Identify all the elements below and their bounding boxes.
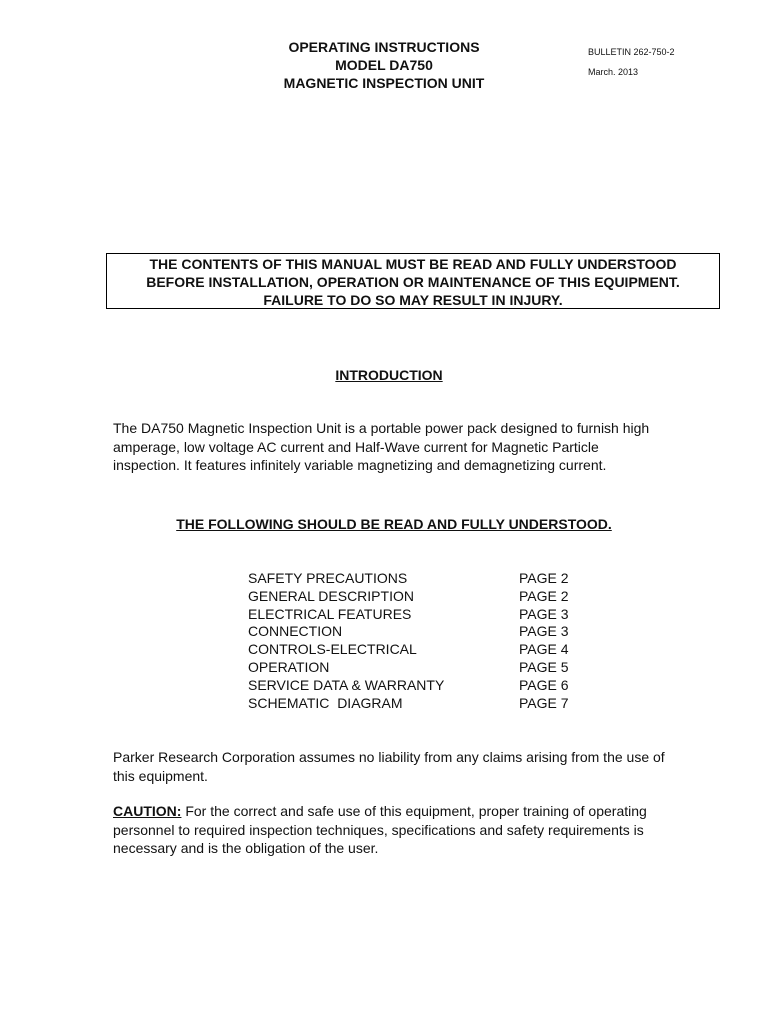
document-title xyxy=(230,38,538,92)
toc-page-number: PAGE 3 xyxy=(519,605,569,622)
toc-page-number: PAGE 3 xyxy=(519,623,569,640)
toc-row-controls-electrical xyxy=(248,641,608,659)
warning-box xyxy=(106,253,720,309)
toc-section-label: CONNECTION xyxy=(248,623,343,640)
toc-page-number: PAGE 5 xyxy=(519,658,569,675)
introduction-line-1: The DA750 Magnetic Inspection Unit is a portable power pack designed to furnish high xyxy=(113,420,650,436)
caution-paragraph xyxy=(113,802,733,858)
caution-label: CAUTION: xyxy=(113,803,182,819)
introduction-line-3: inspection. It features infinitely variable magnetizing and demagnetizing current. xyxy=(113,457,607,473)
title-line-operating-instructions: OPERATING INSTRUCTIONS xyxy=(288,39,480,55)
toc-page-number: PAGE 6 xyxy=(519,676,569,693)
caution-text-start: For the correct and safe use of this equipment, proper training of operating xyxy=(181,803,647,819)
toc-page-number: PAGE 4 xyxy=(519,641,569,658)
toc-section-label: SERVICE DATA & WARRANTY xyxy=(248,676,445,693)
toc-section-label: SCHEMATIC DIAGRAM xyxy=(248,694,403,711)
liability-line-2: this equipment. xyxy=(113,767,208,784)
following-heading: THE FOLLOWING SHOULD BE READ AND FULLY UNDERSTOOD. xyxy=(176,516,612,532)
toc-section-label: SAFETY PRECAUTIONS xyxy=(248,570,408,586)
liability-paragraph xyxy=(113,748,733,785)
toc-section-label: GENERAL DESCRIPTION xyxy=(248,587,414,604)
warning-line-1: THE CONTENTS OF THIS MANUAL MUST BE READ AND FULLY UNDERSTOOD xyxy=(149,256,677,272)
toc-row-service-data-warranty xyxy=(248,677,608,695)
toc-section-label: ELECTRICAL FEATURES xyxy=(248,605,412,622)
toc-row-schematic-diagram xyxy=(248,695,608,713)
bulletin-info xyxy=(588,42,675,82)
toc-row-safety-precautions xyxy=(248,570,608,588)
bulletin-number: BULLETIN 262-750-2 xyxy=(588,47,675,57)
bulletin-date: March. 2013 xyxy=(588,67,639,77)
caution-line-3: necessary and is the obligation of the user. xyxy=(113,840,379,856)
toc-row-operation xyxy=(248,659,608,677)
warning-line-2: BEFORE INSTALLATION, OPERATION OR MAINTENANCE OF THIS EQUIPMENT. xyxy=(146,274,680,290)
title-line-unit-name: MAGNETIC INSPECTION UNIT xyxy=(283,75,485,91)
toc-row-electrical-features xyxy=(248,606,608,624)
caution-line-2: personnel to required inspection techniques, specifications and safety requirements is xyxy=(113,821,644,838)
toc-row-general-description xyxy=(248,588,608,606)
warning-line-3: FAILURE TO DO SO MAY RESULT IN INJURY. xyxy=(263,292,563,308)
table-of-contents xyxy=(248,570,608,712)
toc-page-number: PAGE 7 xyxy=(519,694,569,711)
toc-page-number: PAGE 2 xyxy=(519,570,569,586)
toc-section-label: CONTROLS-ELECTRICAL xyxy=(248,641,417,658)
liability-line-1: Parker Research Corporation assumes no liability from any claims arising from the use of xyxy=(113,749,665,765)
title-line-model: MODEL DA750 xyxy=(335,57,433,73)
introduction-heading: INTRODUCTION xyxy=(335,367,443,383)
introduction-paragraph xyxy=(113,419,713,475)
toc-row-connection xyxy=(248,623,608,641)
introduction-line-2: amperage, low voltage AC current and Half-Wave current for Magnetic Particle xyxy=(113,438,599,455)
toc-page-number: PAGE 2 xyxy=(519,587,569,604)
toc-section-label: OPERATION xyxy=(248,658,330,675)
caution-line-1 xyxy=(113,802,733,821)
